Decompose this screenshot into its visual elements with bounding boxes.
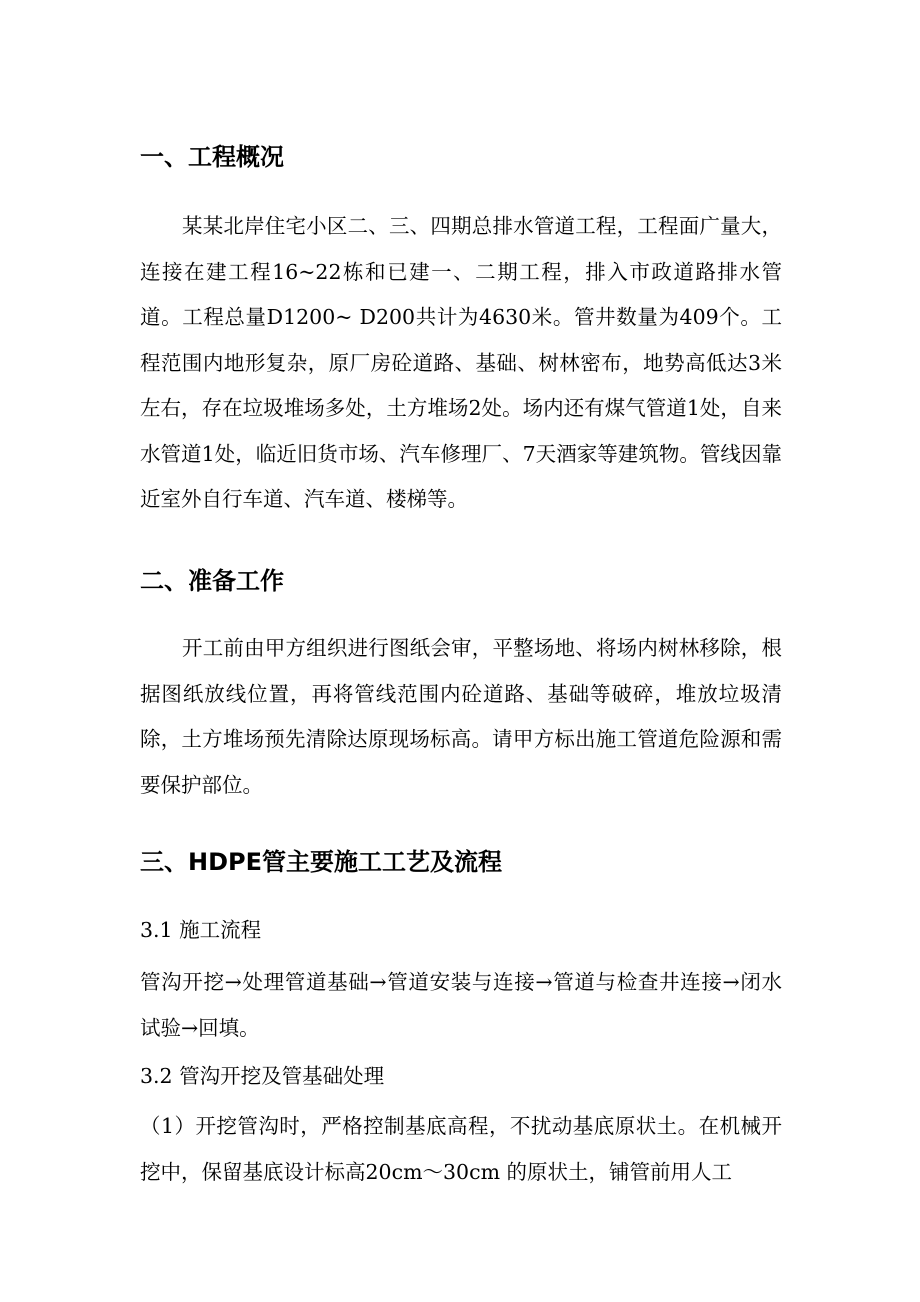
section-2-paragraph: 开工前由甲方组织进行图纸会审，平整场地、将场内树林移除，根据图纸放线位置，再将管线范围内砼道路、基础等破碎，堆放垃圾清除，土方堆场预先清除达原现场标高。请甲方标出施工管道危险源和需要保护部位。 <box>140 636 782 797</box>
section-1-paragraph: 某某北岸住宅小区二、三、四期总排水管道工程，工程面广量大，连接在建工程16~22栋和已建一、二期工程，排入市政道路排水管道。工程总量D1200~ D200共计为4630米。管井数量为409个。工程范围内地形复杂，原厂房砼道路、基础、树林密布，地势高低达3米左右，存在垃圾堆场多处，土方堆场2处。场内还有煤气管道1处，自来水管道1处，临近旧货市场、汽车修理厂、7天酒家等建筑物。管线因靠近室外自行车道、汽车道、楼梯等。 <box>140 214 782 511</box>
subsection-3-1-heading: 3.1 施工流程 <box>140 918 262 942</box>
subsection-3-1-paragraph: 管沟开挖→处理管道基础→管道安装与连接→管道与检查井连接→闭水试验→回填。 <box>140 970 782 1040</box>
subsection-3-2-paragraph: （1）开挖管沟时，严格控制基底高程，不扰动基底原状土。在机械开挖中，保留基底设计标高20cm～30cm 的原状土，铺管前用人工 <box>140 1114 782 1184</box>
section-1-heading: 一、工程概况 <box>140 143 284 171</box>
section-3-heading: 三、HDPE管主要施工工艺及流程 <box>140 848 502 876</box>
section-2-heading: 二、准备工作 <box>140 567 284 595</box>
subsection-3-2-heading: 3.2 管沟开挖及管基础处理 <box>140 1064 385 1088</box>
